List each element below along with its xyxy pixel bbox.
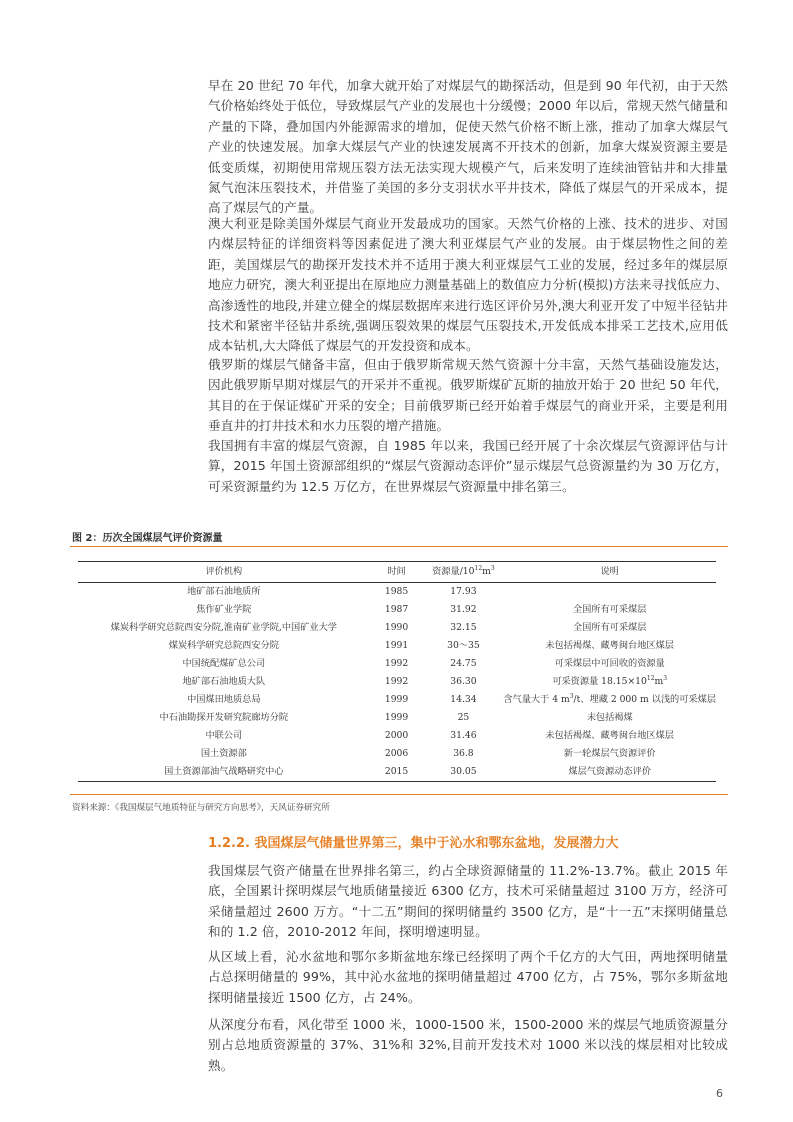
cell-note: 含气量大于 4 $m^3/t$、埋藏 2 000 m 以浅的可采煤层 [503,692,716,705]
cell-year: 1990 [384,622,409,633]
cell-amount: 32.15 [450,622,477,633]
cell-institution: 煤炭科学研究总院西安分院,淮南矿业学院,中国矿业大学 [110,622,337,633]
table-row [78,601,716,619]
cell-note: 未包括褐煤、藏粤闽台地区煤层 [545,640,674,651]
cell-year: 1992 [384,676,409,687]
cell-year: 1991 [384,640,409,651]
paragraph-reserves: 我国煤层气资产储量在世界排名第三，约占全球资源储量的 11.2%-13.7%。截止 2015 年底，全国累计探明煤层气地质储量接近 6300 亿方，技术可采储量超过 3100 万方，经济可采储量超过 2600 万方。“十二五”期间的探明储量约 3500 亿方，是“十一五”末探明储量总和的 1.2 倍，2010-2012 年间，探明增速明显。 [208,863,728,940]
cell-note: 可采煤层中可回收的资源量 [554,658,665,669]
table-row [78,691,716,709]
figure-source: 资料来源：《我国煤层气地质特征与研究方向思考》，天风证券研究所 [72,803,330,813]
page-number: 6 [716,1087,723,1100]
cell-note: 新一轮煤层气资源评价 [563,748,656,759]
cell-amount: 17.93 [450,586,477,597]
cell-amount: 31.92 [450,604,477,615]
paragraph-russia: 俄罗斯的煤层气储备丰富，但由于俄罗斯常规天然气资源十分丰富，天然气基础设施发达，因此俄罗斯早期对煤层气的开采并不重视。俄罗斯煤矿瓦斯的抽放开始于 20 世纪 50 年代，其目的在于保证煤矿开采的安全；目前俄罗斯已经开始着手煤层气的商业开采，主要是利用垂直井的打井技术和水力压裂的增产措施。 [208,357,728,434]
cell-institution: 中国统配煤矿总公司 [182,658,266,669]
header-note: 说明 [503,562,716,583]
paragraph-canada: 早在 20 世纪 70 年代，加拿大就开始了对煤层气的勘探活动，但是到 90 年代初，由于天然气价格始终处于低位，导致煤层气产业的发展也十分缓慢；2000 年以后，常规天然气储量和产量的下降，叠加国内外能源需求的增加，促使天然气价格不断上涨，推动了加拿大煤层气产业的快速发展。加拿大煤层气产业的快速发展离不开技术的创新，加拿大煤炭资源主要是低变质煤，初期使用常规压裂方法无法实现大规模产气，后来发明了连续油管钻井和大排量氮气泡沫压裂技术，并借鉴了美国的多分支羽状水平井技术，降低了煤层气的开采成本，提高了煤层气的产量。 [208,78,728,216]
cell-institution: 中国煤田地质总局 [187,694,261,705]
table-row [78,655,716,673]
header-institution: 评价机构 [78,562,370,583]
cell-year: 2000 [384,730,409,741]
table-row [78,619,716,637]
header-amount: 资源量$/10^{12}m^3$ [423,562,503,583]
cell-amount: 14.34 [450,694,477,705]
table-row [78,763,716,782]
cell-note: 未包括褐煤、藏粤闽台地区煤层 [545,730,674,741]
header-time: 时间 [370,562,424,583]
paragraph-australia: 澳大利亚是除美国外煤层气商业开发最成功的国家。天然气价格的上涨、技术的进步、对国内煤层特征的详细资料等因素促进了澳大利亚煤层气产业的发展。由于煤层物性之间的差距，美国煤层气的勘探开发技术并不适用于澳大利亚煤层气工业的发展，经过多年的煤层原地应力研究，澳大利亚提出在原地应力测量基础上的数值应力分析(模拟)方法来寻找低应力、高渗透性的地段,并建立健全的煤层数据库来进行选区评价另外,澳大利亚开发了中短半径钻井技术和紧密半径钻井系统,强调压裂效果的煤层气压裂技术,开发低成本排采工艺技术,应用低成本钻机,大大降低了煤层气的开发投资和成本。 [208,216,728,354]
cell-year: 1999 [384,712,409,723]
cell-institution: 地矿部石油地质大队 [182,676,266,687]
cell-amount: 30.05 [423,763,503,782]
cell-note: 煤层气资源动态评价 [503,763,716,782]
cell-amount: 24.75 [450,658,477,669]
table-row [78,745,716,763]
cell-year: 1987 [384,604,409,615]
paragraph-depth: 从深度分布看，风化带至 1000 米，1000-1500 米，1500-2000 米的煤层气地质资源量分别占总地质资源量的 37%、31%和 32%,目前开发技术对 1000 米以浅的煤层相对比较成熟。 [208,1017,728,1073]
figure-top-rule [70,546,728,547]
cell-note [503,583,716,602]
figure-title: 图 2：历次全国煤层气评价资源量 [72,533,223,544]
cell-amount: 25 [457,712,470,723]
table-row [78,583,716,602]
cell-year: 2015 [370,763,424,782]
paragraph-regional: 从区域上看，沁水盆地和鄂尔多斯盆地东缘已经探明了两个千亿方的大气田，两地探明储量占总探明储量的 99%，其中沁水盆地的探明储量超过 4700 亿方，占 75%，鄂尔多斯盆地探明储量接近 1500 亿方，占 24%。 [208,949,728,1005]
cell-institution: 中石油勘探开发研究院廊坊分院 [159,712,289,723]
cell-amount: 36.8 [453,748,474,759]
section-heading: 1.2.2. 我国煤层气储量世界第三，集中于沁水和鄂东盆地，发展潜力大 [208,836,619,851]
cell-institution: 国土资源部油气战略研究中心 [78,763,370,782]
table-row [78,727,716,745]
table-header-row [78,562,716,583]
cell-institution: 煤炭科学研究总院西安分院 [168,640,279,651]
cell-institution: 国土资源部 [200,748,247,759]
cell-amount: 36.30 [450,676,477,687]
cell-amount: 31.46 [450,730,477,741]
cell-year: 1985 [384,586,409,597]
cell-year: 1999 [384,694,409,705]
table-row [78,637,716,655]
cell-institution: 中联公司 [205,730,243,741]
table-row [78,673,716,691]
cell-year: 1992 [384,658,409,669]
cell-note: 未包括褐煤 [586,712,633,723]
cell-note: 可采资源量 $18.15\times 10^{12}m^3$ [552,674,668,687]
cell-note: 全国所有可采煤层 [572,622,647,633]
resource-evaluation-table [78,561,716,782]
cell-institution: 地矿部石油地质所 [187,586,261,597]
table-row [78,709,716,727]
figure-bottom-rule [70,794,728,795]
paragraph-china-resources: 我国拥有丰富的煤层气资源，自 1985 年以来，我国已经开展了十余次煤层气资源评估与计算，2015 年国土资源部组织的“煤层气资源动态评价”显示煤层气总资源量约为 30 万亿方，可采资源量约为 12.5 万亿方，在世界煤层气资源量中排名第三。 [208,438,728,494]
cell-institution: 焦作矿业学院 [196,604,252,615]
cell-note: 全国所有可采煤层 [572,604,647,615]
cell-year: 2006 [384,748,409,759]
cell-amount: 30～35 [447,640,480,651]
